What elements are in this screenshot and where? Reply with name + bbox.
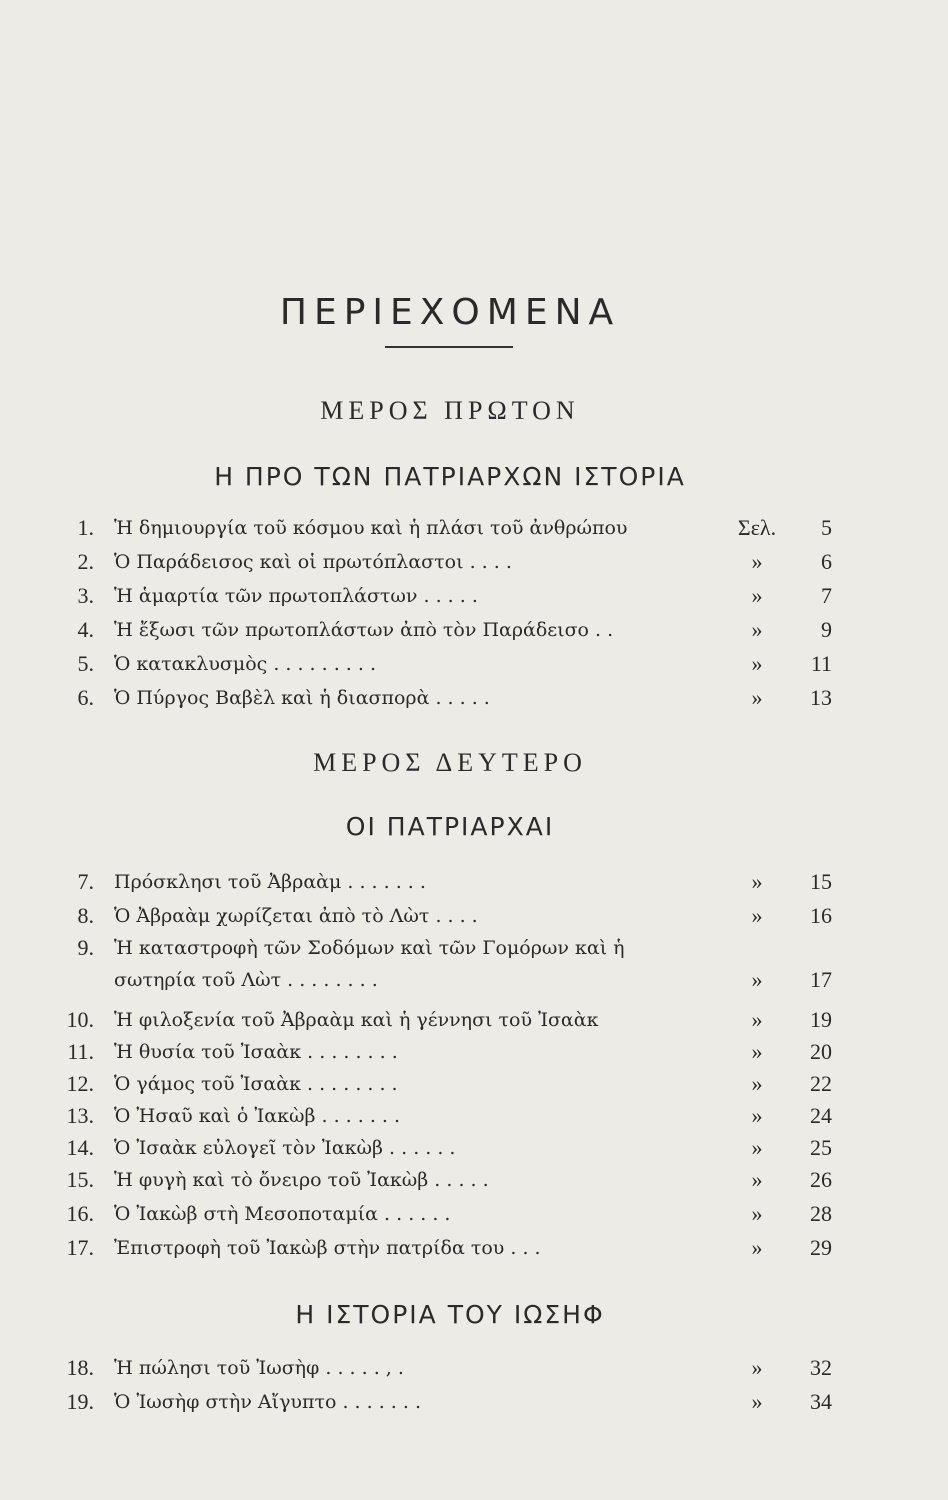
entry-title: Ἐπιστροφὴ τοῦ Ἰακὼβ στὴν πατρίδα του . . .: [114, 1237, 541, 1259]
ditto-mark: »: [751, 1167, 763, 1192]
ditto-mark: »: [751, 617, 763, 642]
entry-title: [114, 932, 744, 996]
part-one-heading: ΜΕΡΟΣ ΠΡΩΤΟΝ: [320, 396, 580, 425]
toc-entry: [52, 580, 832, 612]
entry-number: 16.: [66, 1201, 94, 1226]
toc-entry: [52, 932, 832, 996]
ditto-mark: »: [751, 1039, 763, 1064]
entry-title: Ὁ Ἰακὼβ στὴ Μεσοποταμία . . . . . .: [114, 1203, 451, 1225]
ditto-mark: »: [751, 1007, 763, 1032]
entry-title: Ὁ γάμος τοῦ Ἰσαὰκ . . . . . . . .: [114, 1073, 398, 1095]
ditto-mark: »: [751, 967, 763, 992]
entry-title: Ἡ ἁμαρτία τῶν πρωτοπλάστων . . . . .: [114, 585, 478, 607]
entry-number: 3.: [77, 583, 94, 608]
ditto-mark: »: [751, 869, 763, 894]
entry-title: Ὁ Ἰσαὰκ εὐλογεῖ τὸν Ἰακὼβ . . . . . .: [114, 1137, 456, 1159]
entry-page: 17: [810, 967, 832, 992]
entry-title: Ἡ δημιουργία τοῦ κόσμου καὶ ἡ πλάσι τοῦ ἀνθρώπου: [114, 517, 628, 539]
ditto-mark: »: [751, 1103, 763, 1128]
entry-page: 6: [821, 549, 832, 574]
entry-page: 13: [810, 685, 832, 710]
ditto-mark: »: [751, 549, 763, 574]
page-prefix: Σελ.: [737, 515, 777, 540]
toc-entry: [52, 614, 832, 646]
entry-title: Ἡ πώλησι τοῦ Ἰωσὴφ . . . . . , .: [114, 1357, 404, 1379]
entry-number: 12.: [66, 1071, 94, 1096]
toc-entry: [52, 1132, 832, 1164]
toc-entry: [52, 1386, 832, 1418]
toc-entry: [52, 900, 832, 932]
entry-number: 19.: [66, 1389, 94, 1414]
entry-number: 8.: [77, 903, 94, 928]
toc-entry: [52, 682, 832, 714]
entry-title: Ἡ φυγὴ καὶ τὸ ὄνειρο τοῦ Ἰακὼβ . . . . .: [114, 1169, 489, 1191]
entry-number: 10.: [66, 1007, 94, 1032]
entry-number: 14.: [66, 1135, 94, 1160]
entry-title: Ἡ ἔξωσι τῶν πρωτοπλάστων ἀπὸ τὸν Παράδεισο . .: [114, 619, 614, 641]
entry-number: 6.: [77, 685, 94, 710]
toc-entry: [52, 546, 832, 578]
entry-page: 29: [810, 1235, 832, 1260]
entry-page: 15: [810, 869, 832, 894]
section-heading-joseph: Η ΙΣΤΟΡΙΑ ΤΟΥ ΙΩΣΗΦ: [295, 1300, 605, 1329]
toc-entry: [52, 1004, 832, 1036]
entry-number: 9.: [77, 935, 94, 960]
page-title: ΠΕΡΙΕΧΟΜΕΝΑ: [279, 292, 621, 333]
ditto-mark: »: [751, 1235, 763, 1260]
entry-title: Ὁ Παράδεισος καὶ οἱ πρωτόπλαστοι . . . .: [114, 551, 512, 573]
toc-entry: [52, 1198, 832, 1230]
entry-page: 20: [810, 1039, 832, 1064]
entry-number: 4.: [77, 617, 94, 642]
ditto-mark: »: [751, 651, 763, 676]
entry-page: 24: [810, 1103, 832, 1128]
entry-number: 1.: [77, 515, 94, 540]
entry-page: 9: [821, 617, 832, 642]
part-two-heading: ΜΕΡΟΣ ΔΕΥΤΕΡΟ: [313, 748, 587, 777]
ditto-mark: »: [751, 1355, 763, 1380]
entry-page: 19: [810, 1007, 832, 1032]
entry-number: 18.: [66, 1355, 94, 1380]
toc-entry: [52, 1352, 832, 1384]
entry-number: 17.: [66, 1235, 94, 1260]
entry-page: 26: [810, 1167, 832, 1192]
ditto-mark: »: [751, 1389, 763, 1414]
section-heading-prehistory: Η ΠΡΟ ΤΩΝ ΠΑΤΡΙΑΡΧΩΝ ΙΣΤΟΡΙΑ: [214, 462, 686, 491]
entry-title: Πρόσκλησι τοῦ Ἀβραὰμ . . . . . . .: [114, 871, 426, 893]
toc-entry: [52, 1232, 832, 1264]
entry-number: 5.: [77, 651, 94, 676]
toc-entry: [52, 512, 832, 544]
toc-entry: [52, 1164, 832, 1196]
entry-title: Ὁ Ἠσαῦ καὶ ὁ Ἰακὼβ . . . . . . .: [114, 1105, 401, 1127]
entry-title: Ἡ θυσία τοῦ Ἰσαὰκ . . . . . . . .: [114, 1041, 398, 1063]
entry-page: 34: [810, 1389, 832, 1414]
entry-number: 2.: [77, 549, 94, 574]
entry-title: Ὁ Πύργος Βαβὲλ καὶ ἡ διασπορὰ . . . . .: [114, 687, 490, 709]
entry-number: 15.: [66, 1167, 94, 1192]
ditto-mark: »: [751, 1071, 763, 1096]
entry-page: 7: [821, 583, 832, 608]
entry-title: Ἡ φιλοξενία τοῦ Ἀβραὰμ καὶ ἡ γέννησι τοῦ Ἰσαὰκ: [114, 1009, 599, 1031]
entry-number: 13.: [66, 1103, 94, 1128]
entry-title: Ὁ Ἰωσὴφ στὴν Αἴγυπτο . . . . . . .: [114, 1391, 421, 1413]
ditto-mark: »: [751, 583, 763, 608]
entry-title-line-1: Ἡ καταστροφὴ τῶν Σοδόμων καὶ τῶν Γομόρων καὶ ἡ: [114, 937, 625, 959]
title-divider: [385, 346, 513, 348]
entry-number: 11.: [67, 1039, 94, 1064]
entry-page: 11: [810, 651, 832, 676]
entry-page: 5: [821, 515, 832, 540]
entry-page: 22: [810, 1071, 832, 1096]
entry-page: 25: [810, 1135, 832, 1160]
entry-page: 28: [810, 1201, 832, 1226]
entry-title: Ὁ Ἀβραὰμ χωρίζεται ἀπὸ τὸ Λὼτ . . . .: [114, 905, 478, 927]
entry-title: Ὁ κατακλυσμὸς . . . . . . . . .: [114, 653, 376, 675]
toc-entry: [52, 1036, 832, 1068]
entry-page: 16: [810, 903, 832, 928]
entry-number: 7.: [77, 869, 94, 894]
section-heading-patriarchs: ΟΙ ΠΑΤΡΙΑΡΧΑΙ: [345, 812, 555, 841]
entry-page: 32: [810, 1355, 832, 1380]
toc-entry: [52, 1100, 832, 1132]
ditto-mark: »: [751, 1201, 763, 1226]
toc-entry: [52, 648, 832, 680]
ditto-mark: »: [751, 903, 763, 928]
ditto-mark: »: [751, 1135, 763, 1160]
entry-title-line-2: σωτηρία τοῦ Λὼτ . . . . . . . .: [114, 969, 378, 991]
toc-entry: [52, 1068, 832, 1100]
toc-entry: [52, 866, 832, 898]
ditto-mark: »: [751, 685, 763, 710]
